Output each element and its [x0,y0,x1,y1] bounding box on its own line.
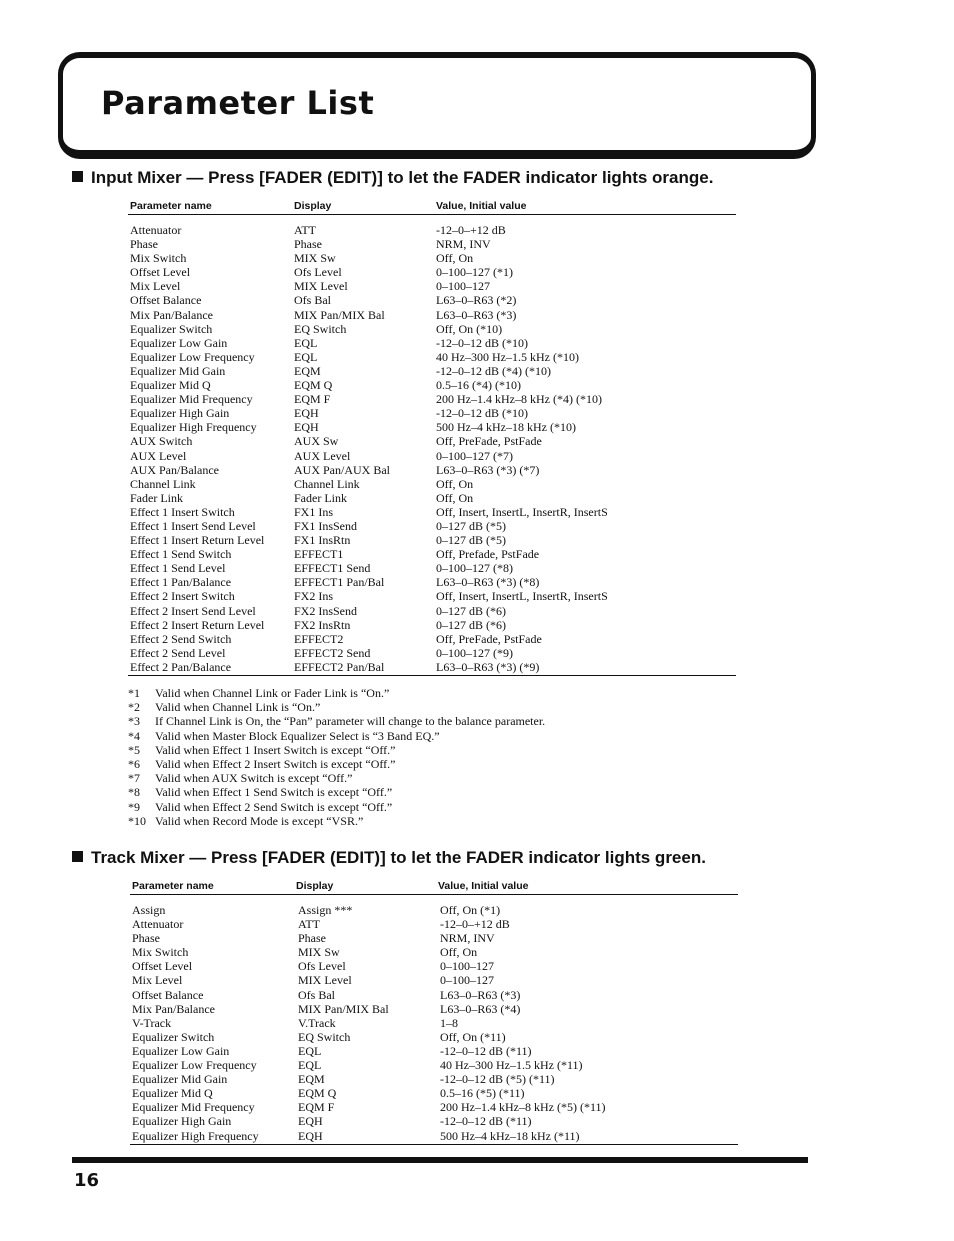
value-cell: 0–100–127 [440,973,494,988]
table-row [128,223,736,237]
table-row [130,903,738,917]
value-cell: -12–0–12 dB (*5) (*11) [440,1072,555,1087]
display-cell: FX2 InsSend [294,603,358,618]
display-cell: EFFECT2 Pan/Bal [294,659,385,674]
divider [128,214,736,215]
value-cell: Off, PreFade, PstFade [436,631,542,646]
table-row [128,604,736,618]
value-cell: -12–0–12 dB (*4) (*10) [436,363,551,378]
table-row [130,973,738,987]
table-row [130,1086,738,1100]
value-cell: L63–0–R63 (*3) (*8) [436,575,540,590]
table-row [128,406,736,420]
table-row [128,420,736,434]
value-cell: Off, On [436,251,474,266]
footnote-text: Valid when Effect 2 Send Switch is except “Off.” [155,799,393,814]
value-cell: L63–0–R63 (*3) [436,307,517,322]
footnote-text: Valid when Effect 2 Insert Switch is except “Off.” [155,756,396,771]
display-cell: MIX Level [294,279,348,294]
table-row [128,279,736,293]
parameter-name-cell: Phase [132,931,160,946]
divider [130,894,738,895]
value-cell: 0–100–127 [440,959,494,974]
parameter-name-cell: Equalizer Mid Frequency [130,392,253,407]
footnote-text: Valid when Channel Link is “On.” [155,700,321,715]
value-cell: Off, On (*11) [440,1029,506,1044]
parameter-name-cell: AUX Level [130,448,187,463]
value-cell: L63–0–R63 (*3) (*7) [436,462,540,477]
parameter-name-cell: Equalizer Mid Q [132,1086,213,1101]
page-number: 16 [74,1170,100,1191]
table-row [130,1002,738,1016]
display-cell: Channel Link [294,476,360,491]
display-cell: EQM Q [294,378,333,393]
value-cell: 40 Hz–300 Hz–1.5 kHz (*11) [440,1058,583,1073]
value-cell: -12–0–+12 dB [440,917,510,932]
value-cell: Off, Prefade, PstFade [436,547,540,562]
input-mixer-table [128,200,736,676]
parameter-name-cell: Equalizer Low Frequency [132,1058,257,1073]
parameter-name-cell: Mix Level [130,279,181,294]
table-row [130,931,738,945]
value-cell: Off, On (*10) [436,321,503,336]
table-row [130,917,738,931]
value-cell: L63–0–R63 (*3) [440,987,521,1002]
footnote-text: Valid when Effect 1 Send Switch is except “Off.” [155,785,393,800]
value-cell: 500 Hz–4 kHz–18 kHz (*10) [436,420,576,435]
display-cell: Phase [294,237,322,252]
parameter-name-cell: Equalizer Mid Gain [132,1072,228,1087]
value-cell: -12–0–12 dB (*11) [440,1043,532,1058]
table-row [128,575,736,589]
display-cell: EFFECT2 [294,631,344,646]
display-cell: Assign *** [298,903,353,917]
value-cell: 0.5–16 (*4) (*10) [436,378,521,393]
value-cell: -12–0–+12 dB [436,223,506,237]
parameter-name-cell: Phase [130,237,158,252]
display-cell: EQL [294,335,318,350]
display-cell: MIX Pan/MIX Bal [298,1001,389,1016]
parameter-name-cell: Effect 1 Send Switch [130,547,232,562]
table-row [128,434,736,448]
input-mixer-heading-text: Input Mixer — Press [FADER (EDIT)] to let the FADER indicator lights orange. [91,168,714,187]
display-cell: ATT [298,917,320,932]
parameter-name-cell: Effect 1 Insert Send Level [130,518,256,533]
parameter-name-cell: Attenuator [130,223,182,237]
column-header: Value, Initial value [436,200,527,212]
parameter-name-cell: Effect 1 Pan/Balance [130,575,232,590]
value-cell: 0–127 dB (*5) [436,533,506,548]
parameter-name-cell: Equalizer High Frequency [132,1128,259,1143]
value-cell: L63–0–R63 (*4) [440,1001,521,1016]
display-cell: AUX Pan/AUX Bal [294,462,390,477]
table-row [130,1030,738,1044]
display-cell: FX1 InsRtn [294,533,351,548]
table-row [128,533,736,547]
table-row [128,449,736,463]
display-cell: V.Track [298,1015,336,1030]
display-cell: MIX Sw [298,945,340,960]
display-cell: EQH [294,406,319,421]
title-box [58,52,816,159]
table-row [128,293,736,307]
display-cell: EQ Switch [298,1029,351,1044]
footnote-marker: *7 [128,771,140,786]
parameter-name-cell: Equalizer Low Gain [132,1043,230,1058]
table-row [128,477,736,491]
table-row [130,945,738,959]
table-row [128,646,736,660]
value-cell: -12–0–12 dB (*10) [436,335,528,350]
value-cell: 0–127 dB (*5) [436,518,506,533]
track-mixer-heading-text: Track Mixer — Press [FADER (EDIT)] to let the FADER indicator lights green. [91,848,706,867]
display-cell: Ofs Level [298,959,346,974]
table-row [128,322,736,336]
display-cell: ATT [294,223,316,237]
square-bullet-icon [72,171,83,182]
table-row [128,251,736,265]
display-cell: FX1 Ins [294,504,334,519]
value-cell: 0–100–127 (*1) [436,265,513,280]
parameter-name-cell: Channel Link [130,476,196,491]
display-cell: Ofs Bal [298,987,335,1002]
divider [128,675,736,676]
column-header: Display [294,200,332,212]
value-cell: 0–100–127 (*9) [436,645,513,660]
parameter-name-cell: Mix Level [132,973,183,988]
value-cell: L63–0–R63 (*3) (*9) [436,659,540,674]
parameter-name-cell: Equalizer Mid Frequency [132,1100,255,1115]
table-row [128,505,736,519]
value-cell: Off, On [436,476,474,491]
value-cell: 1–8 [440,1015,458,1030]
footnote-marker: *6 [128,756,140,771]
value-cell: Off, On [440,945,478,960]
table-row [128,392,736,406]
table-row [128,547,736,561]
parameter-name-cell: Effect 2 Send Level [130,645,226,660]
value-cell: 0–127 dB (*6) [436,603,506,618]
footnote-text: Valid when AUX Switch is except “Off.” [155,771,353,786]
parameter-name-cell: AUX Pan/Balance [130,462,219,477]
value-cell: 0–100–127 (*8) [436,561,513,576]
value-cell: 0–100–127 (*7) [436,448,513,463]
footer-rule [72,1157,808,1163]
display-cell: EFFECT1 [294,547,344,562]
table-header [130,880,738,894]
parameter-name-cell: Equalizer Low Frequency [130,349,255,364]
column-header: Parameter name [130,200,212,212]
display-cell: EFFECT1 Send [294,561,371,576]
footnote-text: Valid when Effect 1 Insert Switch is except “Off.” [155,742,396,757]
display-cell: Fader Link [294,490,347,505]
table-body [128,223,736,674]
table-row [130,1129,738,1143]
footnote-text: Valid when Record Mode is except “VSR.” [155,813,364,828]
display-cell: FX2 Ins [294,589,334,604]
column-header: Display [296,880,334,892]
display-cell: EQL [298,1043,322,1058]
table-row [128,364,736,378]
display-cell: MIX Level [298,973,352,988]
value-cell: Off, PreFade, PstFade [436,434,542,449]
parameter-name-cell: Effect 1 Insert Switch [130,504,235,519]
value-cell: 200 Hz–1.4 kHz–8 kHz (*4) (*10) [436,392,602,407]
value-cell: Off, On [436,490,474,505]
display-cell: EQM [294,363,321,378]
value-cell: L63–0–R63 (*2) [436,293,517,308]
parameter-name-cell: Fader Link [130,490,183,505]
parameter-name-cell: Equalizer High Gain [130,406,230,421]
display-cell: EQM [298,1072,325,1087]
display-cell: EQH [298,1128,323,1143]
table-row [128,265,736,279]
footnote-marker: *8 [128,785,140,800]
footnote-marker: *3 [128,714,140,729]
display-cell: EQM F [294,392,331,407]
footnote-marker: *9 [128,799,140,814]
value-cell: Off, On (*1) [440,903,501,917]
display-cell: EQL [298,1058,322,1073]
display-cell: Ofs Bal [294,293,331,308]
value-cell: 500 Hz–4 kHz–18 kHz (*11) [440,1128,580,1143]
table-row [130,1058,738,1072]
page-title: Parameter List [101,84,375,122]
parameter-name-cell: Effect 1 Insert Return Level [130,533,265,548]
parameter-name-cell: Equalizer Mid Gain [130,363,226,378]
divider [130,1144,738,1145]
column-header: Value, Initial value [438,880,529,892]
parameter-name-cell: Offset Balance [132,987,204,1002]
table-header [128,200,736,214]
table-row [128,336,736,350]
table-row [128,378,736,392]
table-row [128,237,736,251]
parameter-name-cell: V-Track [132,1015,172,1030]
square-bullet-icon [72,851,83,862]
parameter-name-cell: Offset Level [130,265,191,280]
parameter-name-cell: Equalizer Low Gain [130,335,228,350]
parameter-name-cell: Effect 2 Send Switch [130,631,232,646]
table-row [128,618,736,632]
value-cell: -12–0–12 dB (*11) [440,1114,532,1129]
display-cell: EQM Q [298,1086,337,1101]
parameter-name-cell: Effect 2 Insert Send Level [130,603,256,618]
parameter-name-cell: Equalizer Switch [132,1029,215,1044]
footnote-marker: *1 [128,686,140,700]
table-row [130,959,738,973]
footnote-text: Valid when Channel Link or Fader Link is “On.” [155,686,390,700]
parameter-name-cell: Attenuator [132,917,184,932]
display-cell: EQH [298,1114,323,1129]
table-row [130,1114,738,1128]
track-mixer-heading [72,848,706,868]
parameter-name-cell: AUX Switch [130,434,193,449]
parameter-name-cell: Effect 2 Insert Return Level [130,617,265,632]
display-cell: MIX Pan/MIX Bal [294,307,385,322]
display-cell: EFFECT1 Pan/Bal [294,575,385,590]
track-mixer-table [130,880,738,1145]
table-row [128,308,736,322]
value-cell: 0.5–16 (*5) (*11) [440,1086,525,1101]
display-cell: FX1 InsSend [294,518,358,533]
parameter-name-cell: Mix Switch [132,945,189,960]
parameter-name-cell: Mix Pan/Balance [130,307,213,322]
parameter-name-cell: Equalizer High Gain [132,1114,232,1129]
footnote-text: If Channel Link is On, the “Pan” parameter will change to the balance parameter. [155,714,546,729]
table-row [128,589,736,603]
parameter-name-cell: Mix Pan/Balance [132,1001,215,1016]
display-cell: EFFECT2 Send [294,645,371,660]
display-cell: AUX Sw [294,434,339,449]
parameter-name-cell: Assign [132,903,166,917]
value-cell: -12–0–12 dB (*10) [436,406,528,421]
footnote-marker: *10 [128,813,146,828]
table-row [130,1016,738,1030]
table-row [128,632,736,646]
parameter-name-cell: Offset Balance [130,293,202,308]
value-cell: Off, Insert, InsertL, InsertR, InsertS [436,589,608,604]
table-row [128,660,736,674]
value-cell: 0–127 dB (*6) [436,617,506,632]
value-cell: 40 Hz–300 Hz–1.5 kHz (*10) [436,349,579,364]
footnote-marker: *4 [128,728,140,743]
display-cell: Phase [298,931,326,946]
table-row [130,1072,738,1086]
value-cell: 200 Hz–1.4 kHz–8 kHz (*5) (*11) [440,1100,606,1115]
table-body [130,903,738,1143]
table-row [128,561,736,575]
display-cell: EQH [294,420,319,435]
parameter-name-cell: Equalizer Mid Q [130,378,211,393]
parameter-name-cell: Mix Switch [130,251,187,266]
column-header: Parameter name [132,880,214,892]
value-cell: Off, Insert, InsertL, InsertR, InsertS [436,504,608,519]
table-row [130,1044,738,1058]
footnote-marker: *2 [128,700,140,715]
footnote-marker: *5 [128,742,140,757]
parameter-name-cell: Effect 1 Send Level [130,561,226,576]
display-cell: EQ Switch [294,321,347,336]
display-cell: MIX Sw [294,251,336,266]
input-mixer-heading [72,168,713,188]
display-cell: EQL [294,349,318,364]
display-cell: Ofs Level [294,265,342,280]
table-row [130,988,738,1002]
footnote-text: Valid when Master Block Equalizer Select is “3 Band EQ.” [155,728,440,743]
value-cell: 0–100–127 [436,279,490,294]
value-cell: NRM, INV [436,237,491,252]
parameter-name-cell: Equalizer Switch [130,321,213,336]
parameter-name-cell: Effect 2 Pan/Balance [130,659,232,674]
display-cell: AUX Level [294,448,351,463]
parameter-name-cell: Offset Level [132,959,193,974]
table-row [128,350,736,364]
table-row [128,463,736,477]
table-row [130,1100,738,1114]
value-cell: NRM, INV [440,931,495,946]
display-cell: EQM F [298,1100,335,1115]
display-cell: FX2 InsRtn [294,617,351,632]
parameter-name-cell: Equalizer High Frequency [130,420,257,435]
table-row [128,491,736,505]
table-row [128,519,736,533]
parameter-name-cell: Effect 2 Insert Switch [130,589,235,604]
